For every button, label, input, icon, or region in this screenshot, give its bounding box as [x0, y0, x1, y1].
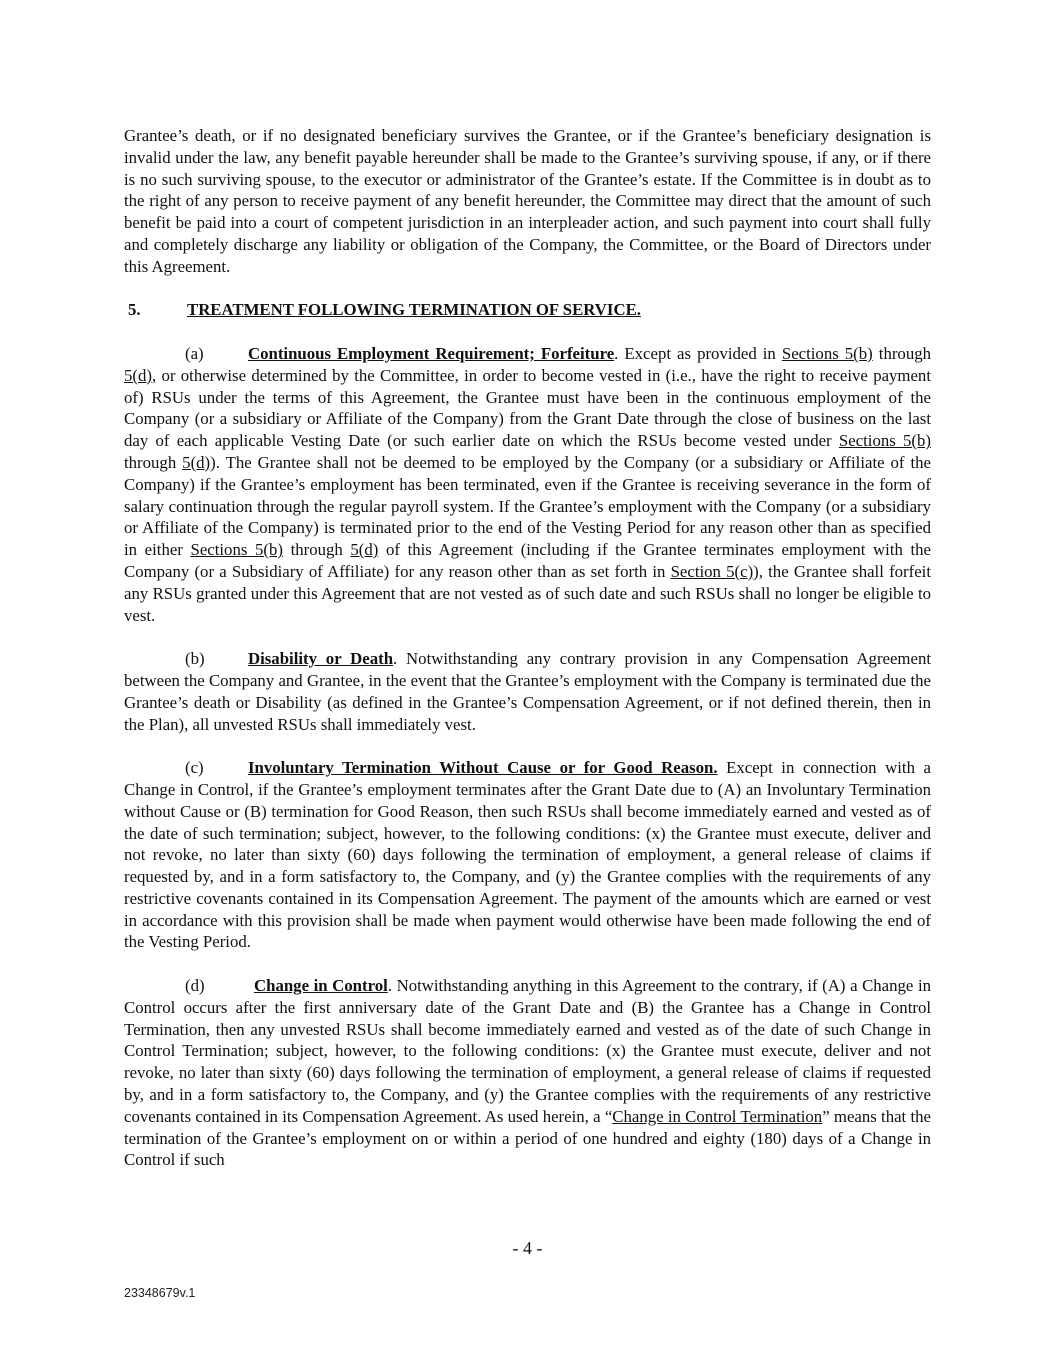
text-run: ). The Grantee shall not be deemed to be employed by the Company (or a subsidiary or Affiliate of the Company) if the Grantee’s employment has been terminated, even if the Grantee is receiving severance in the form of salary continuation through the regular payroll system. If the Grantee’s employment with the Company (or a subsidiary or Affiliate of the Company) is terminated prior to the end of the Vesting Period for any reason other than as specified in either	[124, 452, 931, 560]
text-run: through	[872, 343, 931, 363]
text-run: ” means that the termination of the Grantee’s employment on or within a period of one hundred and eighty (180) days of a Change in Control if such	[124, 1106, 932, 1170]
text-run: , or otherwise determined by the Committee, in order to become vested in (i.e., have the right to receive payment of) RSUs under the terms of this Agreement, the Grantee must have been in the continuous employment of the Company (or a subsidiary or Affiliate of the Company) from the Grant Date through the close of business on the last day of each applicable Vesting Date (or such earlier date on which the RSUs become vested under	[124, 365, 931, 451]
text-run: . Notwithstanding any contrary provision in any Compensation Agreement between the Company and Grantee, in the event that the Grantee’s employment with the Company is terminated due the Grantee’s death or Disability (as defined in the Grantee’s Compensation Agreement, or if not defined therein, then in the Plan), all unvested RSUs shall immediately vest.	[124, 649, 931, 734]
text-run: Except in connection with a Change in Control, if the Grantee’s employment terminates after the Grant Date due to (A) an Involuntary Termination without Cause or (B) termination for Good Reason, then such RSUs shall become immediately earned and vested as of the date of such termination; subject, however, to the following conditions: (x) the Grantee must execute, deliver and not revoke, no later than sixty (60) days following the termination of employment, a general release of claims if requested by, and in a form satisfactory to, the Company, and (y) the Grantee complies with the requirements of any restrictive covenants contained in its Compensation Agreement. The payment of the amounts which are earned or vest in accordance with this provision shall be made when payment would otherwise have been made following the end of the Vesting Period.	[124, 758, 932, 952]
text-run: through	[282, 540, 351, 560]
cross-reference: Sections 5(b)	[781, 343, 873, 363]
section-heading	[124, 299, 931, 321]
cross-reference: Sections 5(b)	[190, 540, 283, 560]
cross-reference: Sections 5(b)	[838, 431, 931, 451]
subsection-c	[124, 757, 931, 953]
cross-reference: 5(d)	[124, 365, 152, 385]
page-number: - 4 -	[512, 1238, 543, 1258]
subsection-d	[124, 975, 931, 1171]
subsection-b-heading: Disability or Death	[248, 649, 394, 669]
text-run: of this Agreement (including if the Grantee terminates employment with the Company (or a Subsidiary of Affiliate) for any reason other than as set forth in	[124, 540, 931, 581]
text-run: ), the Grantee shall forfeit any RSUs granted under this Agreement that are not vested as of such date and such RSUs shall no longer be eligible to vest.	[124, 561, 931, 625]
subsection-b	[124, 648, 931, 735]
document-body	[124, 125, 931, 1171]
subsection-d-label: (d)	[185, 976, 205, 996]
document-id: 23348679v.1	[124, 1286, 196, 1300]
cross-reference: 5(d)	[350, 540, 379, 560]
section-number: 5.	[128, 300, 141, 320]
text-run: through	[124, 452, 183, 472]
subsection-b-label: (b)	[185, 649, 205, 669]
subsection-a-heading: Continuous Employment Requirement; Forfeiture	[248, 343, 615, 363]
subsection-d-heading: Change in Control	[254, 976, 388, 996]
subsection-c-heading: Involuntary Termination Without Cause or for Good Reason.	[248, 758, 718, 778]
subsection-a	[124, 343, 931, 626]
text-run: . Except as provided in	[614, 343, 782, 363]
section-title: TREATMENT FOLLOWING TERMINATION OF SERVICE.	[187, 300, 641, 320]
continuation-paragraph: Grantee’s death, or if no designated beneficiary survives the Grantee, or if the Grantee’s beneficiary designation is invalid under the law, any benefit payable hereunder shall be made to the Grantee’s surviving spouse, if any, or if there is no such surviving spouse, to the executor or administrator of the Grantee’s estate. If the Committee is in doubt as to the right of any person to receive payment of any benefit hereunder, the Committee may direct that the amount of such benefit be paid into a court of competent jurisdiction in an interpleader action, and such payment into court shall fully and completely discharge any liability or obligation of the Company, the Committee, or the Board of Directors under this Agreement.	[124, 126, 931, 276]
cross-reference: Section 5(c)	[670, 561, 754, 581]
subsection-c-label: (c)	[185, 758, 204, 778]
subsection-a-label: (a)	[185, 343, 204, 363]
defined-term: Change in Control Termination	[612, 1106, 823, 1126]
cross-reference: 5(d)	[182, 452, 211, 472]
text-run: . Notwithstanding anything in this Agreement to the contrary, if (A) a Change in Control occurs after the first anniversary date of the Grant Date and (B) the Grantee has a Change in Control Termination, then any unvested RSUs shall become immediately earned and vested as of the date of such Change in Control Termination; subject, however, to the following conditions: (x) the Grantee must execute, deliver and not revoke, no later than sixty (60) days following the termination of employment, a general release of claims if requested by, and in a form satisfactory to, the Company, and (y) the Grantee complies with the requirements of any restrictive covenants contained in its Compensation Agreement. As used herein, a “	[124, 976, 931, 1126]
